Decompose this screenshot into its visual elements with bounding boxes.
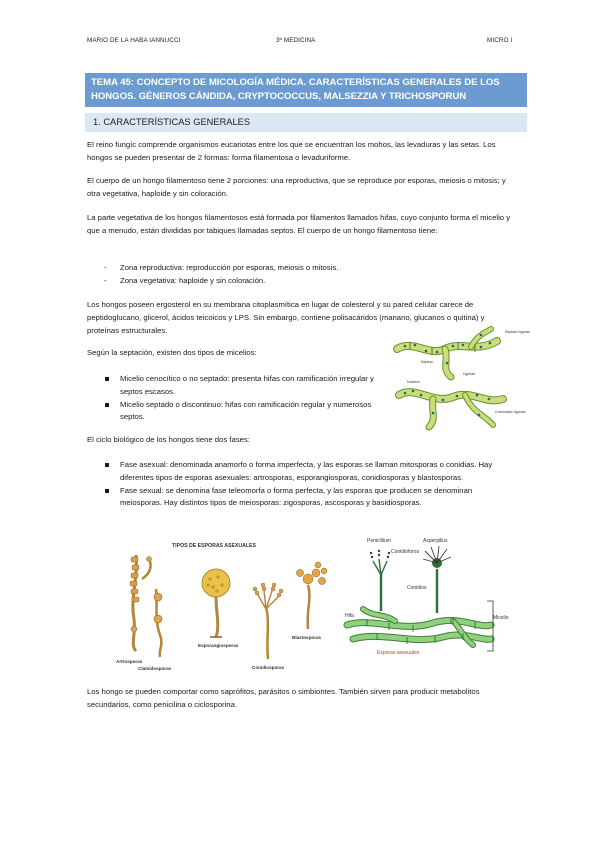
paragraph-ciclo: El ciclo biológico de los hongos tiene dos fases: — [87, 435, 250, 444]
mycelium-hyphae-drawing — [347, 601, 493, 651]
clamidosporas-drawing — [154, 589, 162, 657]
list-micelios — [104, 373, 384, 424]
list-item: Micelio cenocítico o no septado: presenta hifas con ramificación irregular y septos escasos. — [104, 373, 384, 399]
section-heading: 1. CARACTERÍSTICAS GENERALES — [85, 113, 527, 132]
label-blastosporas: Blastosporas — [292, 635, 322, 640]
paragraph-comportamiento: Los hongo se pueden comportar como saprófitos, parásitos o simbiontes. También sirven para producir metabolitos secundarios, como penicilina o ciclosporina. — [87, 687, 480, 709]
header-course: 3º MEDICINA — [276, 37, 316, 44]
paragraph-cuerpo-hongo: El cuerpo de un hongo filamentoso tiene 2 porciones: una reproductiva, que se reproduce por esporas, meiosis o mitosis; y otra vegetativa, haploide y sin coloración. — [87, 176, 506, 198]
septate-hyphae-drawing — [397, 329, 497, 377]
label-coenocytic: Coenocytic hyphae — [495, 410, 526, 414]
label-conidios: Conidios — [407, 585, 427, 591]
label-esporangiosporas: Esporangiosporas — [198, 643, 239, 648]
label-aspergillus: Aspergillus — [423, 538, 448, 544]
label-conidiosporas: Conidiosporas — [252, 665, 285, 670]
hyphae-illustration — [393, 327, 531, 431]
label-esporas-asexuales: Esporas asexuales — [377, 650, 420, 656]
paragraph-septacion: Según la septación, existen dos tipos de micelios: — [87, 348, 257, 357]
label-hyphae: Hyphae — [463, 372, 476, 376]
penicillium-drawing — [370, 550, 390, 611]
label-septum: Septum — [421, 360, 434, 364]
list-item: - Zona reproductiva: reproducción por esporas, meiosis o mitosis. — [104, 262, 504, 275]
paragraph-parte-vegetativa: La parte vegetativa de los hongos filamentosos está formada por filamentos llamados hifas, cuyo conjunto forma el micelio y que a menudo, están divididas por tabiques llamadas septos. El cuerpo de un hongo filamentoso tiene: — [87, 213, 511, 235]
conidiosporas-drawing — [253, 583, 283, 659]
spores-title: TIPOS DE ESPORAS ASEXUALES — [172, 543, 256, 549]
label-nucleus: Nucleus — [407, 380, 420, 384]
artrosporas-drawing — [130, 555, 152, 651]
label-micelio: Micelio — [493, 615, 509, 621]
label-conidioforos: Conidióforos — [391, 549, 420, 555]
label-penicillium: Penicillium — [367, 538, 391, 544]
label-clamidosporas: Clamidosporas — [138, 666, 172, 671]
spore-types-illustration — [112, 539, 342, 673]
list-zonas — [104, 262, 504, 288]
label-artrosporas: Artrosporas — [116, 659, 143, 664]
list-item: Fase sexual: se denomina fase teleomorfa o forma perfecta, y las esporas que producen se denominan meiosporas. Hay distintos tipos de meiosporas: zigosporas, ascosporas y basidiosporas. — [104, 485, 514, 511]
blastosporas-drawing — [296, 562, 327, 629]
coenocytic-hyphae-drawing — [399, 390, 503, 427]
label-hifa: Hifa — [345, 613, 354, 619]
paragraph-ergosterol: Los hongos poseen ergosterol en su membrana citoplasmítica en lugar de colesterol y su pared celular carece de peptidoglucano, glicerol, ácidos teicoicos y LPS. Sin embargo, contiene polisacáridos (manano, glucanos o quitina) y proteínas estructurales. — [87, 300, 485, 335]
paragraph-reino-fungi: El reino fungíc comprende organismos eucariotas entre los que se encuentran los mohos, las levaduras y las setas. Los hongos se pueden presentar de 2 formas: forma filamentosa o levaduriforme. — [87, 140, 496, 162]
aspergillus-drawing — [423, 546, 451, 613]
header-author: MARIO DE LA HABA IANNUCCI — [87, 37, 181, 44]
list-ciclo — [104, 459, 514, 510]
list-item: Fase asexual: denominada anamorfo o forma imperfecta, y las esporas se llaman mitosporas o conidias. Hay diferentes tipos de esporas asexuales: artrosporas, esporangiosporas, conidiosporas y blastosporas. — [104, 459, 514, 485]
list-item: - Zona vegetativa: haploide y sin coloración. — [104, 275, 504, 288]
header-subject: MICRO I — [487, 37, 513, 44]
label-septate: Septate hyphae — [505, 330, 531, 334]
esporangiosporas-drawing — [202, 569, 230, 637]
list-item: Micelio septado o discontinuo: hifas con ramificación regular y numerosos septos. — [104, 399, 384, 425]
mold-mycelium-illustration — [343, 533, 514, 671]
page-title: TEMA 45: CONCEPTO DE MICOLOGÍA MÉDICA. CARACTERÍSTICAS GENERALES DE LOS HONGOS. GÉNEROS CÁNDIDA, CRYPTOCOCCUS, MALSEZZIA Y TRICHOSPORUN — [85, 73, 527, 107]
